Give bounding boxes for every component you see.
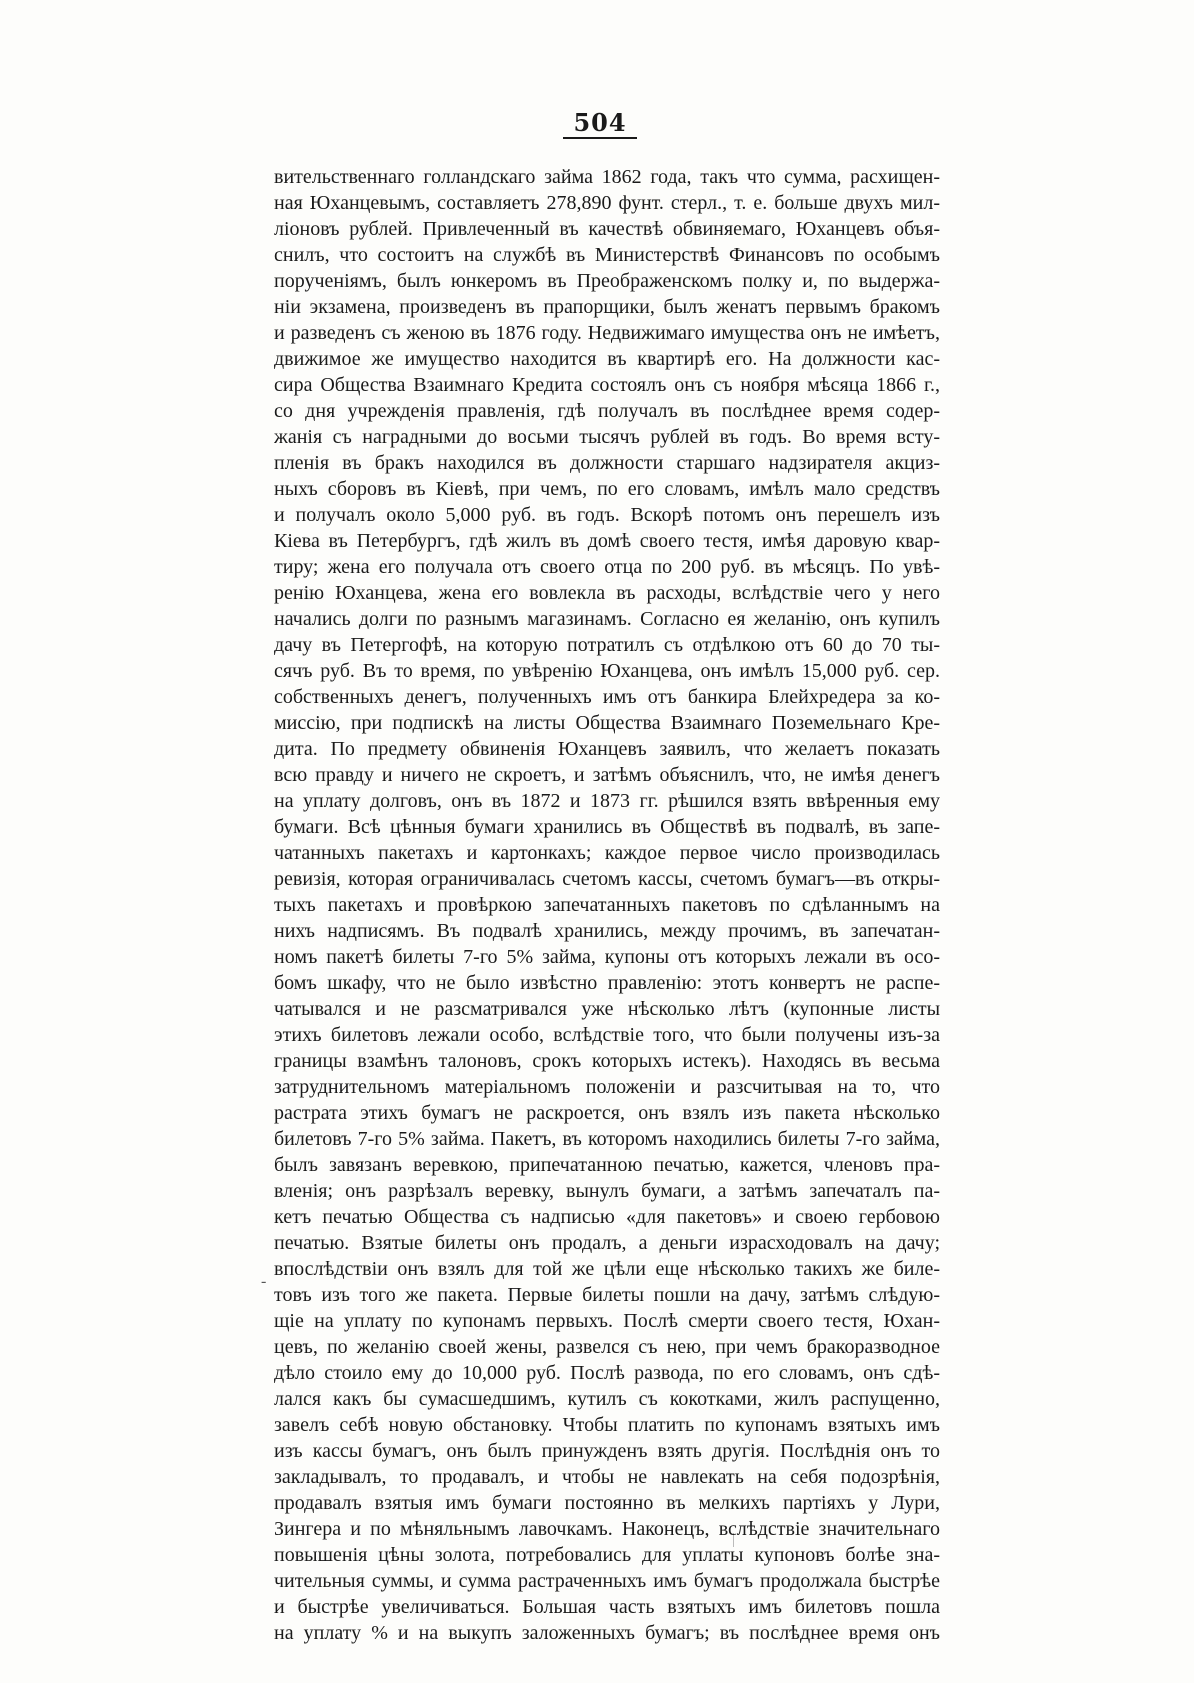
text-line: дѣло стоило ему до 10,000 руб. Послѣ развода, по его словамъ, онъ сдѣ- — [274, 1362, 940, 1384]
text-line: всю правду и ничего не скроетъ, и затѣмъ объяснилъ, что, не имѣя денегъ — [274, 764, 940, 786]
text-line: вительственнаго голландскаго займа 1862 года, такъ что сумма, расхищен- — [274, 166, 940, 188]
text-line: этихъ билетовъ лежали особо, вслѣдствiе того, что были получены изъ-за — [274, 1024, 940, 1046]
text-line: собственныхъ денегъ, полученныхъ имъ отъ банкира Блейхредера за ко- — [274, 686, 940, 708]
text-line: закладывалъ, то продавалъ, и чтобы не навлекать на себя подозрѣнiя, — [274, 1466, 940, 1488]
text-line: лался какъ бы сумасшедшимъ, кутилъ съ кокотками, жилъ распущенно, — [274, 1388, 940, 1410]
text-line: изъ кассы бумагъ, онъ былъ принужденъ взять другiя. Послѣднiя онъ то — [274, 1440, 940, 1462]
text-line: повышенiя цѣны золота, потребовались для уплаты купоновъ болѣе зна- — [274, 1544, 940, 1566]
text-line: чатывался и не разсматривался уже нѣсколько лѣтъ (купонные листы — [274, 998, 940, 1020]
body-text — [274, 164, 940, 1646]
text-line: былъ завязанъ веревкою, припечатанною печатью, кажется, членовъ пра- — [274, 1154, 940, 1176]
text-line: границы взамѣнъ талоновъ, срокъ которыхъ истекъ). Находясь въ весьма — [274, 1050, 940, 1072]
text-line: кетъ печатью Общества съ надписью «для пакетовъ» и своею гербовою — [274, 1206, 940, 1228]
text-line: движимое же имущество находится въ квартирѣ его. На должности кас- — [274, 348, 940, 370]
text-line: щiе на уплату по купонамъ первыхъ. Послѣ смерти своего тестя, Юхан- — [274, 1310, 940, 1332]
text-line: вленiя; онъ разрѣзалъ веревку, вынулъ бумаги, а затѣмъ запечаталъ па- — [274, 1180, 940, 1202]
text-line: печатью. Взятые билеты онъ продалъ, а деньги израсходовалъ на дачу; — [274, 1232, 940, 1254]
text-line: сячъ руб. Въ то время, по увѣренiю Юханцева, онъ имѣлъ 15,000 руб. сер. — [274, 660, 940, 682]
text-line: товъ изъ того же пакета. Первые билеты пошли на дачу, затѣмъ слѣдую- — [274, 1284, 940, 1306]
page-number: 504 — [573, 108, 627, 137]
text-line: нiи экзамена, произведенъ въ прапорщики, былъ женатъ первымъ бракомъ — [274, 296, 940, 318]
text-line: и получалъ около 5,000 руб. въ годъ. Вскорѣ потомъ онъ перешелъ изъ — [274, 504, 940, 526]
text-line: дачу въ Петергофѣ, на которую потратилъ съ отдѣлкою отъ 60 до 70 ты- — [274, 634, 940, 656]
text-line: начались долги по разнымъ магазинамъ. Согласно ея желанiю, онъ купилъ — [274, 608, 940, 630]
text-line: бумаги. Всѣ цѣнныя бумаги хранились въ Обществѣ въ подвалѣ, въ запе- — [274, 816, 940, 838]
text-line: дита. По предмету обвиненiя Юханцевъ заявилъ, что желаетъ показать — [274, 738, 940, 760]
text-line: тыхъ пакетахъ и провѣркою запечатанныхъ пакетовъ по сдѣланнымъ на — [274, 894, 940, 916]
text-line: и быстрѣе увеличиваться. Большая часть взятыхъ имъ билетовъ пошла — [274, 1596, 940, 1618]
text-line: продавалъ взятыя имъ бумаги постоянно въ мелкихъ партiяхъ у Лури, — [274, 1492, 940, 1514]
text-line: жанiя съ наградными до восьми тысячъ рублей въ годъ. Во время всту- — [274, 426, 940, 448]
page-number-rule — [563, 137, 637, 139]
text-line: на уплату % и на выкупъ заложенныхъ бумагъ; въ послѣднее время онъ — [274, 1622, 940, 1644]
text-line: ренiю Юханцева, жена его вовлекла въ расходы, вслѣдствiе чего у него — [274, 582, 940, 604]
text-line: нихъ надписямъ. Въ подвалѣ хранились, между прочимъ, въ запечатан- — [274, 920, 940, 942]
text-line: цевъ, по желанiю своей жены, развелся съ нею, при чемъ бракоразводное — [274, 1336, 940, 1358]
text-line: лiоновъ рублей. Привлеченный въ качествѣ обвиняемаго, Юханцевъ объя- — [274, 218, 940, 240]
text-line: номъ пакетѣ билеты 7-го 5% займа, купоны отъ которыхъ лежали въ осо- — [274, 946, 940, 968]
text-line: сира Общества Взаимнаго Кредита состоялъ онъ съ ноября мѣсяца 1866 г., — [274, 374, 940, 396]
text-line: чатанныхъ пакетахъ и картонкахъ; каждое первое число производилась — [274, 842, 940, 864]
text-line: ревизiя, которая ограничивалась счетомъ кассы, счетомъ бумагъ—въ откры- — [274, 868, 940, 890]
text-line: билетовъ 7-го 5% займа. Пакетъ, въ которомъ находились билеты 7-го займа, — [274, 1128, 940, 1150]
text-line: Зингера и по мѣняльнымъ лавочкамъ. Наконецъ, вслѣдствiе значительнаго — [274, 1518, 940, 1540]
text-line: завелъ себѣ новую обстановку. Чтобы платить по купонамъ взятыхъ имъ — [274, 1414, 940, 1436]
text-line: ная Юханцевымъ, составляетъ 278,890 фунт. стерл., т. е. больше двухъ мил- — [274, 192, 940, 214]
text-line: растрата этихъ бумагъ не раскроется, онъ взялъ изъ пакета нѣсколько — [274, 1102, 940, 1124]
text-line: Кiева въ Петербургъ, гдѣ жилъ въ домѣ своего тестя, имѣя даровую квар- — [274, 530, 940, 552]
text-line: со дня учрежденiя правленiя, гдѣ получалъ въ послѣднее время содер- — [274, 400, 940, 422]
text-line: тиру; жена его получала отъ своего отца по 200 руб. въ мѣсяцъ. По увѣ- — [274, 556, 940, 578]
margin-mark: - — [261, 1273, 267, 1290]
text-line: пленiя въ бракъ находился въ должности старшаго надзирателя акциз- — [274, 452, 940, 474]
text-line: миссiю, при подпискѣ на листы Общества Взаимнаго Поземельнаго Кре- — [274, 712, 940, 734]
text-line: чительныя суммы, и сумма растраченныхъ имъ бумагъ продолжала быстрѣе — [274, 1570, 940, 1592]
text-line: порученiямъ, былъ юнкеромъ въ Преображенскомъ полку и, по выдержа- — [274, 270, 940, 292]
text-line: затруднительномъ матерiальномъ положенiи и разсчитывая на то, что — [274, 1076, 940, 1098]
text-line: впослѣдствiи онъ взялъ для той же цѣли еще нѣсколько такихъ же биле- — [274, 1258, 940, 1280]
text-line: и разведенъ съ женою въ 1876 году. Недвижимаго имущества онъ не имѣетъ, — [274, 322, 940, 344]
text-line: ныхъ сборовъ въ Кiевѣ, при чемъ, по его словамъ, имѣлъ мало средствъ — [274, 478, 940, 500]
text-line: снилъ, что состоитъ на службѣ въ Министерствѣ Финансовъ по особымъ — [274, 244, 940, 266]
text-line: бомъ шкафу, что не было извѣстно правленiю: этотъ конвертъ не распе- — [274, 972, 940, 994]
text-line: на уплату долговъ, онъ въ 1872 и 1873 гг. рѣшился взять ввѣренныя ему — [274, 790, 940, 812]
